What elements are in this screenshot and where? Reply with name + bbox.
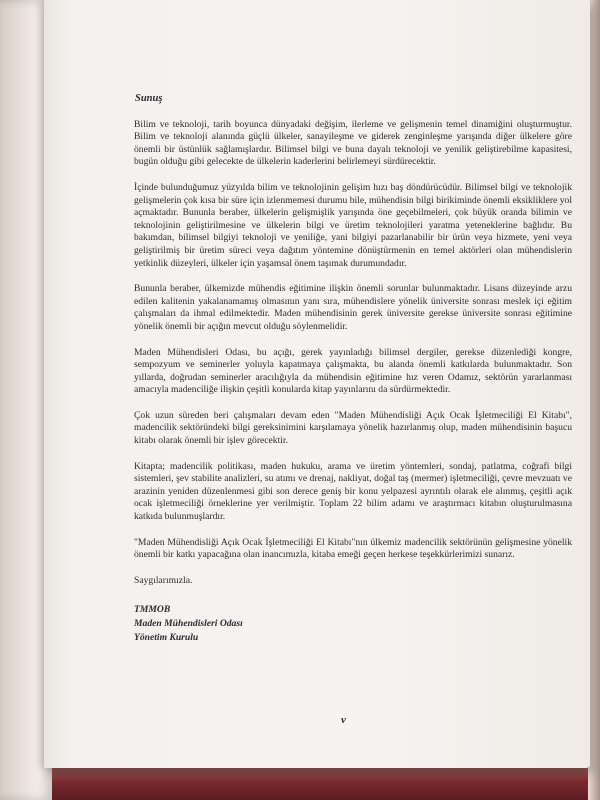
document-page [44,0,590,768]
paragraph-4: Maden Mühendisleri Odası, bu açığı, gerek yayınladığı bilimsel dergiler, gerekse düzenlediği kongre, sempozyum ve seminerler yoluyla kapatmaya çalışmakta, bu alanda önemli katkılarda bulunmaktadır. Son yıllarda, doğrudan seminerler aracılığıyla da mühendisin eğitimine hız veren Odamız, sektörün yararlanması amacıyla madenciliğe ilişkin çeşitli konularda kitap yayınlarını da sürdürmektedir. [134,346,572,396]
paragraph-3: Bununla beraber, ülkemizde mühendis eğitimine ilişkin önemli sorunlar bulunmaktadır. Lisans düzeyinde arzu edilen kalitenin yakalanamamış olmasının yanı sıra, mühendislere yönelik üniversite sonrası meslek içi eğitim çalışmaları da ihmal edilmektedir. Maden mühendisinin gerek üniversite gerekse üniversite sonrası eğitimine yönelik önemli bir açığın mevcut olduğu söylenmelidir. [134,283,572,332]
signature-chamber: Maden Mühendisleri Odası [134,618,243,630]
page-number: v [341,714,346,726]
signature-org: TMMOB [134,604,171,616]
paragraph-1: Bilim ve teknoloji, tarih boyunca dünyadaki değişim, ilerleme ve gelişmenin temel dinamiğini oluşturmuştur. Bilim ve teknoloji alanında güçlü ülkeler, sanayileşme ve giderek zenginleşme yarışında diğer ülkelere göre önemli bir üstünlük sağlamışlardır. Bilimsel bilgi ve buna dayalı teknoloji ve yenilik geliştirebilme kapasitesi, bugün olduğu gibi gelecekte de ülkelerin kaderlerini belirlemeyi sürdürecektir. [134,118,572,168]
signature-board: Yönetim Kurulu [134,632,199,644]
closing-line: Saygılarımızla. [134,574,193,586]
paragraph-6: Kitapta; madencilik politikası, maden hukuku, arama ve üretim yöntemleri, sondaj, patlatma, coğrafi bilgi sistemleri, şev stabilite analizleri, su atımı ve drenaj, nakliyat, doğal taş (mermer) işletmeciliği, çevre mevzuatı ve arazinin yeniden düzenlenmesi gibi son derece geniş bir konu yelpazesi ayrıntılı olarak ele alınmış, çeşitli açık ocak işletmeciliği örneklerine yer verilmiştir. Toplam 22 bilim adamı ve araştırmacı kitabın oluşturulmasına katkıda bulunmuşlardır. [134,460,572,523]
signature-block [134,603,572,645]
page-content [134,93,572,645]
paragraph-7: "Maden Mühendisliği Açık Ocak İşletmeciliği El Kitabı"nın ülkemiz madencilik sektörünün gelişmesine yönelik önemli bir katkı yapacağına olan inancımızla, kitaba emeği geçen herkese teşekkürlerimizi sunarız. [134,536,572,561]
paragraph-5: Çok uzun süreden beri çalışmaları devam eden "Maden Mühendisliği Açık Ocak İşletmeciliği El Kitabı", madencilik sektöründeki bilgi gereksinimini karşılamaya yönelik hazırlanmış olup, maden mühendisinin başucu kitabı olarak önemli bir işlev görecektir. [134,409,572,447]
page-title: Sunuş [135,93,163,104]
paragraph-2: İçinde bulunduğumuz yüzyılda bilim ve teknolojinin gelişim hızı baş döndürücüdür. Bilimsel bilgi ve teknolojik gelişmelerin çok kısa bir süre için izlenmemesi durumu bile, mühendisin bilgi birikiminde önemli eksikliklere yol açmaktadır. Bununla beraber, ülkelerin gelişmişlik yarışında öne geçebilmeleri, çok büyük oranda bilimin ve teknolojinin geliştirilmesine ve ülkelerin bilgi ve üretim teknolojileri yaratma yeteneklerine bağlıdır. Bu bakımdan, bilimsel bilgiyi teknoloji ve yeniliğe, yani bilgiyi pazarlanabilir bir ürün veya hizmete, yeni veya geliştirilmiş bir üretim süreci veya dağıtım yöntemine dönüştürmenin en temel aktörleri olan mühendislerin yetkinlik düzeyleri, ülkeler için yaşamsal önem taşımak durumundadır. [134,181,572,269]
